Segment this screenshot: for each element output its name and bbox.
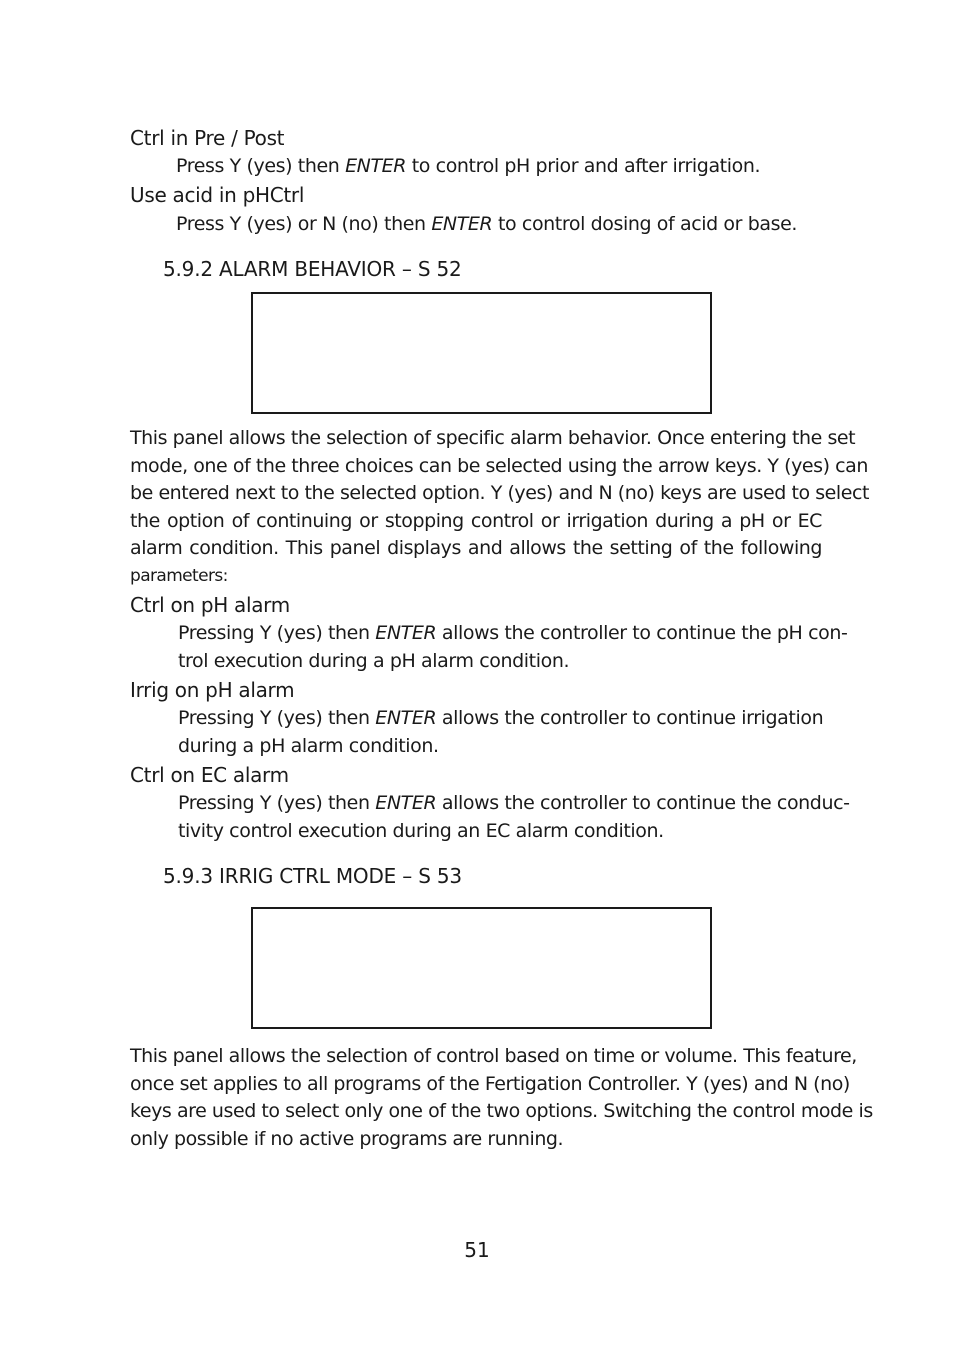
enter-key-label: ENTER bbox=[375, 792, 437, 814]
enter-key-label: ENTER bbox=[375, 622, 437, 644]
desc-text: Press Y (yes) or N (no) then bbox=[176, 213, 432, 235]
term-irrig-ph-alarm: Irrig on pH alarm bbox=[130, 678, 295, 702]
term-ctrl-ec-alarm: Ctrl on EC alarm bbox=[130, 763, 289, 787]
desc-line: tivity control execution during an EC alarm condition. bbox=[178, 819, 664, 842]
desc-ctrl-ph-alarm bbox=[178, 620, 848, 675]
paragraph-line: keys are used to select only one of the two options. Switching the control mode is bbox=[130, 1100, 873, 1122]
desc-text: to control dosing of acid or base. bbox=[492, 213, 798, 235]
paragraph-line: the option of continuing or stopping control or irrigation during a pH or EC bbox=[130, 509, 822, 532]
enter-key-label: ENTER bbox=[345, 155, 407, 177]
alarm-description-paragraph bbox=[130, 425, 869, 590]
desc-line bbox=[178, 790, 850, 818]
desc-text: allows the controller to continue the pH con- bbox=[436, 622, 848, 644]
term-ctrl-ph-alarm: Ctrl on pH alarm bbox=[130, 593, 290, 617]
section-heading-alarm-behavior: 5.9.2 ALARM BEHAVIOR – S 52 bbox=[163, 257, 462, 281]
desc-text: Press Y (yes) then bbox=[176, 155, 346, 177]
paragraph-line: This panel allows the selection of control based on time or volume. This feature, bbox=[130, 1045, 857, 1067]
desc-line: during a pH alarm condition. bbox=[178, 734, 439, 757]
desc-ctrl-pre-post bbox=[176, 154, 760, 178]
paragraph-line: be entered next to the selected option. Y (yes) and N (no) keys are used to select bbox=[130, 482, 869, 504]
paragraph-line: This panel allows the selection of specific alarm behavior. Once entering the set bbox=[130, 427, 856, 449]
paragraph-line: only possible if no active programs are running. bbox=[130, 1127, 564, 1150]
paragraph-line: mode, one of the three choices can be selected using the arrow keys. Y (yes) can bbox=[130, 454, 868, 477]
desc-text: Pressing Y (yes) then bbox=[178, 707, 376, 729]
section-heading-irrig-ctrl-mode: 5.9.3 IRRIG CTRL MODE – S 53 bbox=[163, 864, 462, 888]
panel-display-box-s52 bbox=[251, 292, 712, 414]
desc-text: allows the controller to continue the conduc- bbox=[436, 792, 850, 814]
enter-key-label: ENTER bbox=[375, 707, 437, 729]
page-number: 51 bbox=[464, 1238, 490, 1262]
panel-display-box-s53 bbox=[251, 907, 712, 1029]
term-ctrl-pre-post: Ctrl in Pre / Post bbox=[130, 126, 285, 150]
paragraph-line: once set applies to all programs of the Fertigation Controller. Y (yes) and N (no) bbox=[130, 1072, 850, 1095]
desc-text: Pressing Y (yes) then bbox=[178, 792, 376, 814]
term-use-acid: Use acid in pHCtrl bbox=[130, 183, 305, 207]
desc-ctrl-ec-alarm bbox=[178, 790, 850, 845]
paragraph-line: parameters: bbox=[130, 565, 228, 586]
enter-key-label: ENTER bbox=[431, 213, 493, 235]
desc-line bbox=[178, 620, 848, 648]
irrig-description-paragraph bbox=[130, 1043, 873, 1153]
paragraph-line: alarm condition. This panel displays and allows the setting of the following bbox=[130, 537, 822, 559]
desc-text: allows the controller to continue irrigation bbox=[436, 707, 824, 729]
desc-line: trol execution during a pH alarm condition. bbox=[178, 649, 570, 672]
desc-irrig-ph-alarm bbox=[178, 705, 822, 760]
desc-text: Pressing Y (yes) then bbox=[178, 622, 376, 644]
desc-text: to control pH prior and after irrigation. bbox=[406, 155, 761, 177]
desc-line bbox=[178, 705, 822, 733]
desc-use-acid bbox=[176, 212, 797, 236]
